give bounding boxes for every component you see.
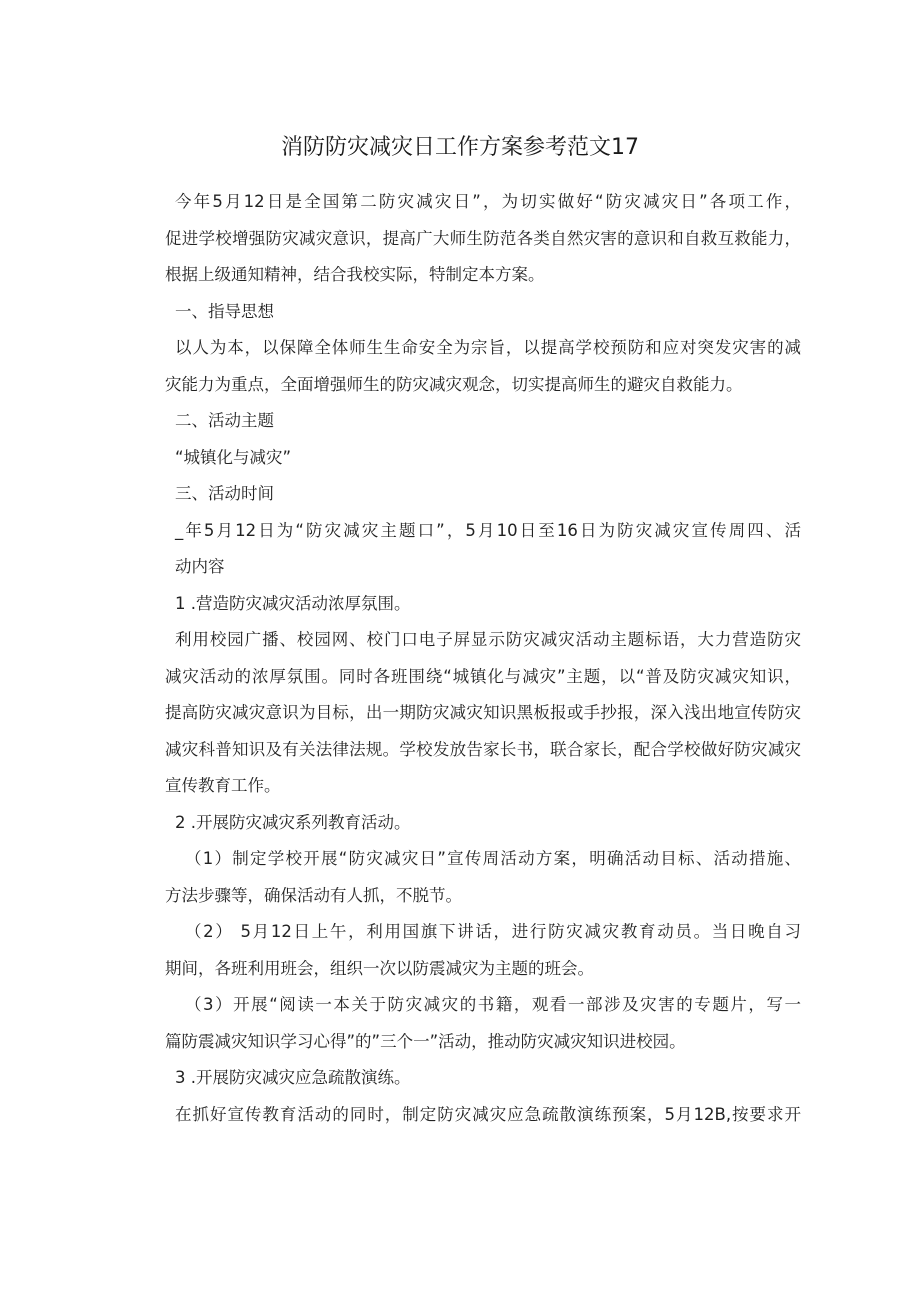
text-line: （1）制定学校开展“防灾减灾日”宣传周活动方案，明确活动目标、活动措施、 [185,849,801,868]
text-line: 动内容 [175,557,225,576]
text-line: 三、活动时间 [175,484,274,503]
text-line: （2） 5月12日上午，利用国旗下讲话，进行防灾减灾教育动员。当日晚自习 [185,922,801,941]
text-line: “城镇化与减灾” [175,447,292,467]
text-line: 今年5月12日是全国第二防灾减灾日”，为切实做好“防灾减灾日”各项工作， [175,192,801,211]
text-line: 减灾活动的浓厚氛围。同时各班围绕“城镇化与减灾”主题，以“普及防灾减灾知识， [165,666,801,686]
text-line: _年5月12日为“防灾减灾主题口”，5月10日至16日为防灾减灾宣传周四、活 [175,520,801,540]
text-line: 促进学校增强防灾减灾意识，提高广大师生防范各类自然灾害的意识和自救互救能力， [165,228,801,248]
text-line: 宣传教育工作。 [165,776,281,795]
text-line: 提高防灾减灾意识为目标，出一期防灾减灾知识黑板报或手抄报，深入浅出地宣传防灾 [165,703,801,722]
text-line: （3）开展“阅读一本关于防灾减灾的书籍，观看一部涉及灾害的专题片，写一 [185,995,801,1014]
text-line: 一、指导思想 [175,301,274,321]
text-line: 3 .开展防灾减灾应急疏散演练。 [175,1068,411,1087]
document-title: 消防防灾减灾日工作方案参考范文17 [281,135,639,160]
document-body [165,184,801,1133]
text-line: 方法步骤等，确保活动有人抓，不脱节。 [165,885,462,905]
text-line: 灾能力为重点，全面增强师生的防灾减灾观念，切实提高师生的避灾自救能力。 [165,374,743,394]
text-line: 篇防震减灾知识学习心得”的”三个一”活动，推动防灾减灾知识进校园。 [165,1031,686,1051]
text-line: 利用校园广播、校园网、校门口电子屏显示防灾减灾活动主题标语，大力营造防灾 [175,630,801,649]
text-line: 1 .营造防灾减灾活动浓厚氛围。 [175,593,411,613]
text-line: 在抓好宣传教育活动的同时，制定防灾减灾应急疏散演练预案，5月12B,按要求开 [175,1104,801,1124]
text-line: 二、活动主题 [175,411,274,430]
text-line: 期间，各班利用班会，组织一次以防震减灾为主题的班会。 [165,958,594,978]
text-line: 以人为本，以保障全体师生生命安全为宗旨，以提高学校预防和应对突发灾害的减 [175,338,801,357]
text-line: 减灾科普知识及有关法律法规。学校发放告家长书，联合家长，配合学校做好防灾减灾 [165,739,801,759]
text-line: 2 .开展防灾减灾系列教育活动。 [175,812,411,832]
text-line: 根据上级通知精神，结合我校实际，特制定本方案。 [165,265,545,284]
